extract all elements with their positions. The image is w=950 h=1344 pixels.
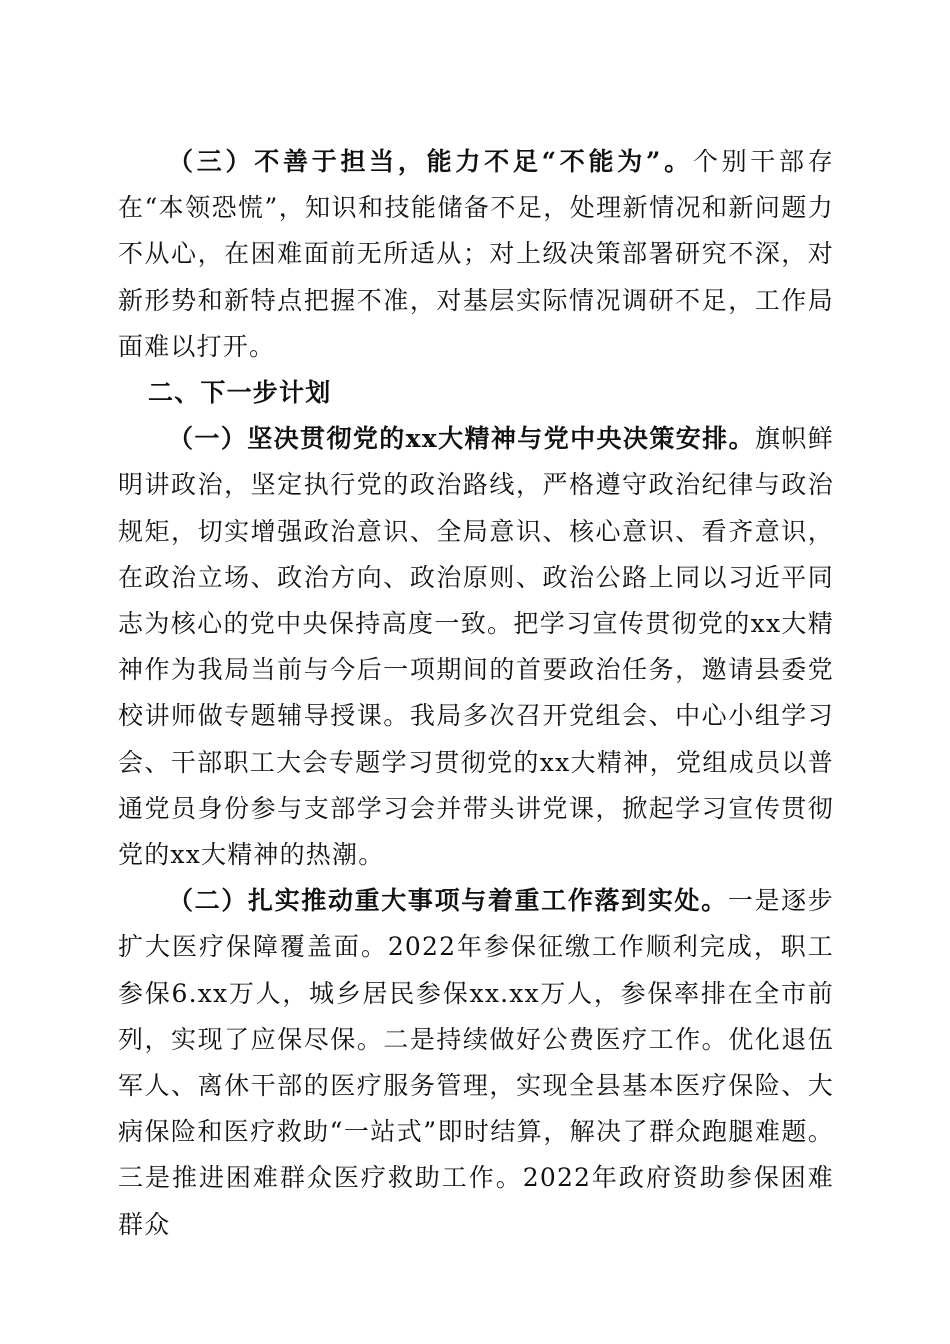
section-heading-next-plan: 二、下一步计划 — [148, 378, 332, 408]
paragraph-lead: （三）不善于担当，能力不足“不能为”。 — [168, 147, 693, 176]
paragraph-plan-2 — [118, 878, 834, 1248]
paragraph-text: 旗帜鲜明讲政治，坚定执行党的政治路线，严格遵守政治纪律与政治规矩，切实增强政治意识、全局意识、核心意识、看齐意识，在政治立场、政治方向、政治原则、政治公路上同以习近平同志为核心的党中央保持高度一致。把学习宣传贯彻党的xx大精神作为我局当前与今后一项期间的首要政治任务，邀请县委党校讲师做专题辅导授课。我局多次召开党组会、中心小组学习会、干部职工大会专题学习贯彻党的xx大精神，党组成员以普通党员身份参与支部学习会并带头讲党课，掀起学习宣传贯彻党的xx大精神的热潮。 — [118, 424, 834, 870]
paragraph-lead: （一）坚决贯彻党的xx大精神与党中央决策安排。 — [168, 424, 755, 454]
paragraph-lead: （二）扎实推动重大事项与着重工作落到实处。 — [168, 886, 728, 916]
paragraph-plan-1 — [118, 416, 834, 878]
paragraph-problem-3 — [118, 139, 834, 370]
paragraph-text: 一是逐步扩大医疗保障覆盖面。2022年参保征缴工作顺利完成，职工参保6.xx万人，城乡居民参保xx.xx万人，参保率排在全市前列，实现了应保尽保。二是持续做好公费医疗工作。优化退伍军人、离休干部的医疗服务管理，实现全县基本医疗保险、大病保险和医疗救助“一站式”即时结算，解决了群众跑腿难题。三是推进困难群众医疗救助工作。2022年政府资助参保困难群众 — [118, 886, 835, 1239]
paragraph-text: 个别干部存在“本领恐慌”，知识和技能储备不足，处理新情况和新问题力不从心，在困难面前无所适从；对上级决策部署研究不深，对新形势和新特点把握不准，对基层实际情况调研不足，工作局面难以打开。 — [118, 147, 834, 361]
document-body — [118, 139, 834, 1248]
